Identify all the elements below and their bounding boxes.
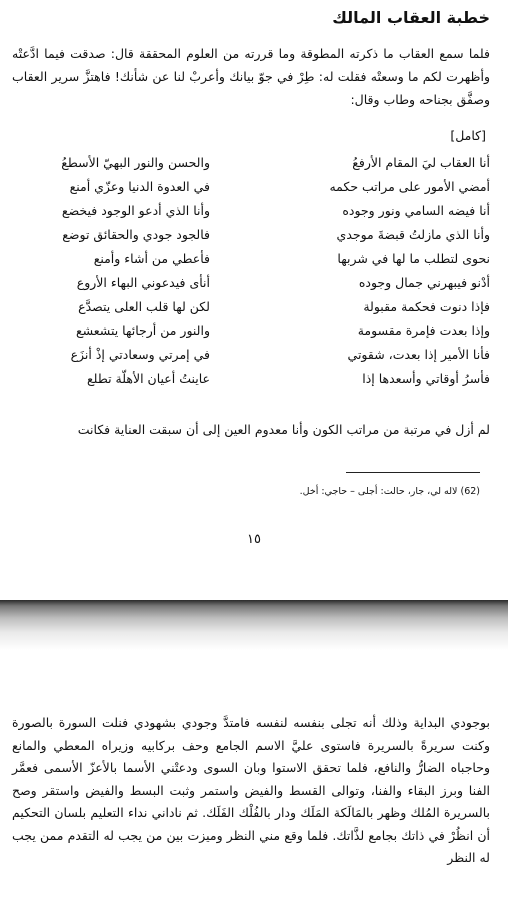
verse-line [14, 318, 490, 342]
closing-line: لم أزل في مرتبة من مراتب الكون وأنا معدوم العين إلى أن سبقت العناية فكانت [77, 422, 490, 437]
second-hemistich: وأنا الذي أدعو الوجود فيخضع [61, 202, 210, 218]
first-hemistich: أنا فيضه السامي ونور وجوده [342, 202, 490, 218]
second-hemistich: والنور من أرجائها يتشعشع [75, 322, 210, 338]
first-hemistich: أدْنو فيبهرني جمال وجوده [358, 274, 490, 290]
second-hemistich: فالجود جودي والحقائق توضع [62, 226, 210, 242]
first-hemistich: وإذا بعدت فإمرة مقسومة [357, 322, 490, 338]
second-hemistich: لكن لها قلب العلى يتصدَّع [78, 298, 210, 314]
verse-line [14, 270, 490, 294]
first-hemistich: فأسرُ أوقاتي وأسعدها إذا [362, 370, 490, 386]
second-hemistich: في العدوة الدنيا وعزّي أمنع [69, 178, 210, 194]
verse-line [14, 150, 490, 174]
verse-line [14, 198, 490, 222]
page-separator [0, 600, 508, 650]
second-hemistich: أنأى فيدعوني البهاء الأروع [76, 274, 210, 290]
verse-line [14, 294, 490, 318]
first-hemistich: أمضي الأمور على مراتب حكمه [329, 178, 490, 194]
poem [14, 150, 490, 390]
footnote-divider [346, 472, 480, 473]
second-hemistich: عاينتُ أعيان الأهلّة تطلع [87, 370, 210, 386]
body-paragraph: بوجودي البداية وذلك أنه تجلى بنفسه لنفسه فامتدَّ وجودي بشهودي فنلت السورة بالصورة وكنت سريرةً بالسريرة فاستوى عليَّ الاسم الجامع وحف بركابيه وزيراه المعطي والمانع وحاجباه الضارُّ والنافع، فلما تحقق الاستوا وبان السوى ودعتْني الأسما بالأعزّ الأسمى فعمَّر الفنا وبرز البقاء والفنا، وتوالى القسط والفيض واستمر وثبت البسط والفيض واستقر وصح بالسريرة المُلك وظهر بالمَالَكة المَلَك ودار بالفُلْك الفَلَك. ثم ناداني نداء التعليم بلسان التحكيم أن انظُرْ في ذاتك بجامع لذَّاتك. فلما وقع مني النظر وميزت بين من يجب له التقدم ممن يجب له النظر [12, 715, 490, 865]
second-hemistich: فأعطي من أشاء وأمنع [93, 250, 210, 266]
page-number: ١٥ [247, 532, 261, 547]
footnote: (62) لاله لي، جار، حالت: أجلى – حاجي: أخل. [299, 486, 480, 497]
first-hemistich: أنا العقاب ليَ المقام الأرفعُ [352, 154, 490, 170]
verse-line [14, 174, 490, 198]
meter-label: [كامل] [450, 128, 486, 143]
verse-line [14, 366, 490, 390]
verse-line [14, 222, 490, 246]
first-hemistich: وأنا الذي مازلتُ قبضةَ موجدي [336, 226, 490, 242]
verse-line [14, 342, 490, 366]
second-hemistich: في إمرتي وسعادتي إذْ أنزَع [70, 346, 210, 362]
first-hemistich: فإذا دنوت فحكمة مقبولة [363, 298, 490, 314]
second-hemistich: والحسن والنور البهيّ الأسطعُ [61, 154, 210, 170]
section-title: خطبة العقاب المالك [332, 8, 490, 27]
first-hemistich: نحوى لتطلب ما لها في شربها [337, 250, 490, 266]
verse-line [14, 246, 490, 270]
intro-paragraph: فلما سمع العقاب ما ذكرته المطوقة وما قررته من العلوم المحققة قال: صدقت فيما ادَّعتْه وأظهرت لكم ما وسعتْه فقلت له: طِرْ في جوّ بيانك وأعربْ لنا عن شأنك! فاهتزَّ سرير العقاب وصفَّق بجناحه وطاب وقال: [12, 46, 490, 107]
page-two [0, 650, 508, 903]
first-hemistich: فأنا الأمير إذا بعدت، شقوتي [347, 346, 490, 362]
